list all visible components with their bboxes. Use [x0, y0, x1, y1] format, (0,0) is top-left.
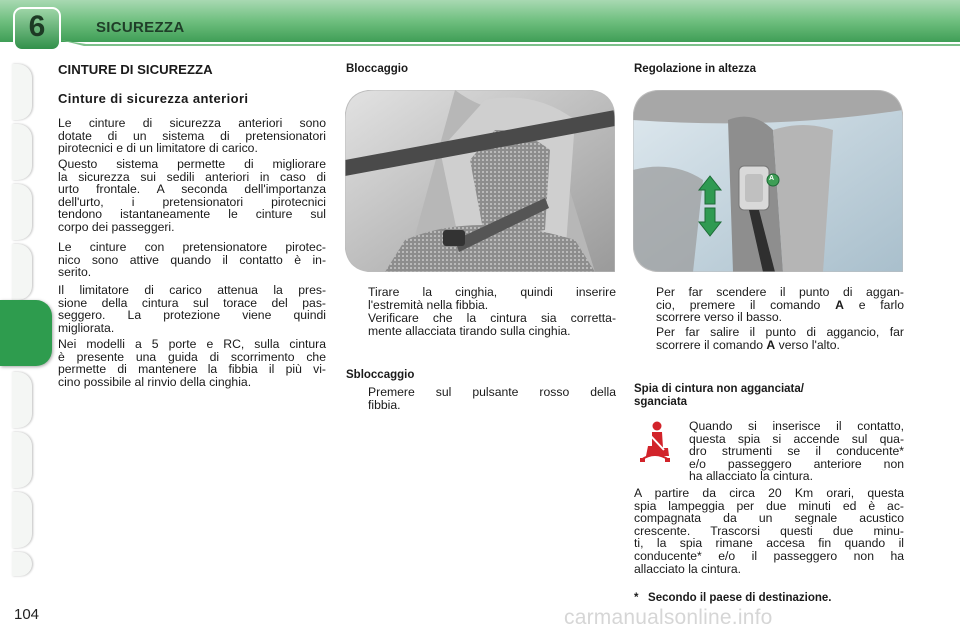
warning-heading: Spia di cintura non agganciata/ sganciata [634, 383, 804, 408]
photo-label-a: A [769, 175, 775, 182]
warning-side-text: Quando si inserisce il contatto, questa spia si accende sul qua- dro strumenti se il conducente* e/o passeggero anteriore non ha allacciato la cintura. [689, 419, 904, 484]
paragraph: Le cinture di sicurezza anteriori sono dotate di un sistema di pretensionatori pirotecnici e di un limitatore di carico. [58, 116, 326, 156]
chapter-tab[interactable] [12, 372, 32, 428]
chapter-tab[interactable] [12, 184, 32, 240]
chapter-title: SICUREZZA [96, 19, 185, 36]
paragraph: Questo sistema permette di migliorare la sicurezza sui sedili anteriori in caso di urto frontale. A seconda dell'importanza dell'urto, i pretensionatori pirotecnici tendono istantaneamente le cinture sul corpo dei passeggeri. [58, 157, 326, 234]
paragraph: Le cinture con pretensionatore pirotec- nico sono attive quando il contatto è in- serito. [58, 240, 326, 280]
paragraph: Nei modelli a 5 porte e RC, sulla cintura è presente una guida di scorrimento che permette di mantenere la fibbia il più vi- cino possibile al rinvio della cinghia. [58, 337, 326, 389]
watermark: carmanualsonline.info [564, 606, 773, 629]
chapter-tab[interactable] [12, 492, 32, 548]
chapter-tab[interactable] [12, 432, 32, 488]
height-item: Per far salire il punto di aggancio, far scorrere il comando A verso l'alto. [656, 325, 904, 352]
height-item: Per far scendere il punto di aggan- cio, premere il comando A e farlo scorrere verso il basso. [656, 285, 904, 325]
seatbelt-warning-icon [638, 420, 672, 464]
height-heading: Regolazione in altezza [634, 63, 757, 75]
chapter-tab[interactable] [12, 244, 32, 300]
chapter-tab-active[interactable] [0, 300, 52, 366]
section-title: CINTURE DI SICUREZZA [58, 62, 213, 77]
chapter-tab[interactable] [12, 124, 32, 180]
chapter-tab[interactable] [12, 552, 32, 576]
paragraph: Il limitatore di carico attenua la pres- sione della cintura sul torace del pas- seggero. La protezione viene quindi migliorata. [58, 283, 326, 335]
page-number: 104 [14, 606, 40, 623]
chapter-tab[interactable] [12, 64, 32, 120]
footnote: * Secondo il paese di destinazione. [634, 592, 832, 604]
unlocking-item: Premere sul pulsante rosso della fibbia. [368, 385, 616, 412]
warning-paragraph: A partire da circa 20 Km orari, questa spia lampeggia per due minuti ed è ac- compagnata da un segnale acustico crescente. Trascorsi questi due minu- ti, la spia rimane accesa fin quando il conducente* e/o il passeggero non ha allacciato la cintura. [634, 486, 904, 576]
unlocking-heading: Sbloccaggio [346, 369, 415, 381]
seat-photo [345, 90, 615, 272]
chapter-number: 6 [28, 10, 46, 43]
locking-heading: Bloccaggio [346, 63, 408, 75]
locking-item: Verificare che la cintura sia corretta- mente allacciata tirando sulla cinghia. [368, 311, 616, 338]
section-subtitle: Cinture di sicurezza anteriori [58, 91, 249, 106]
pillar-photo [633, 90, 903, 272]
locking-item: Tirare la cinghia, quindi inserire l'estremità nella fibbia. [368, 285, 616, 312]
